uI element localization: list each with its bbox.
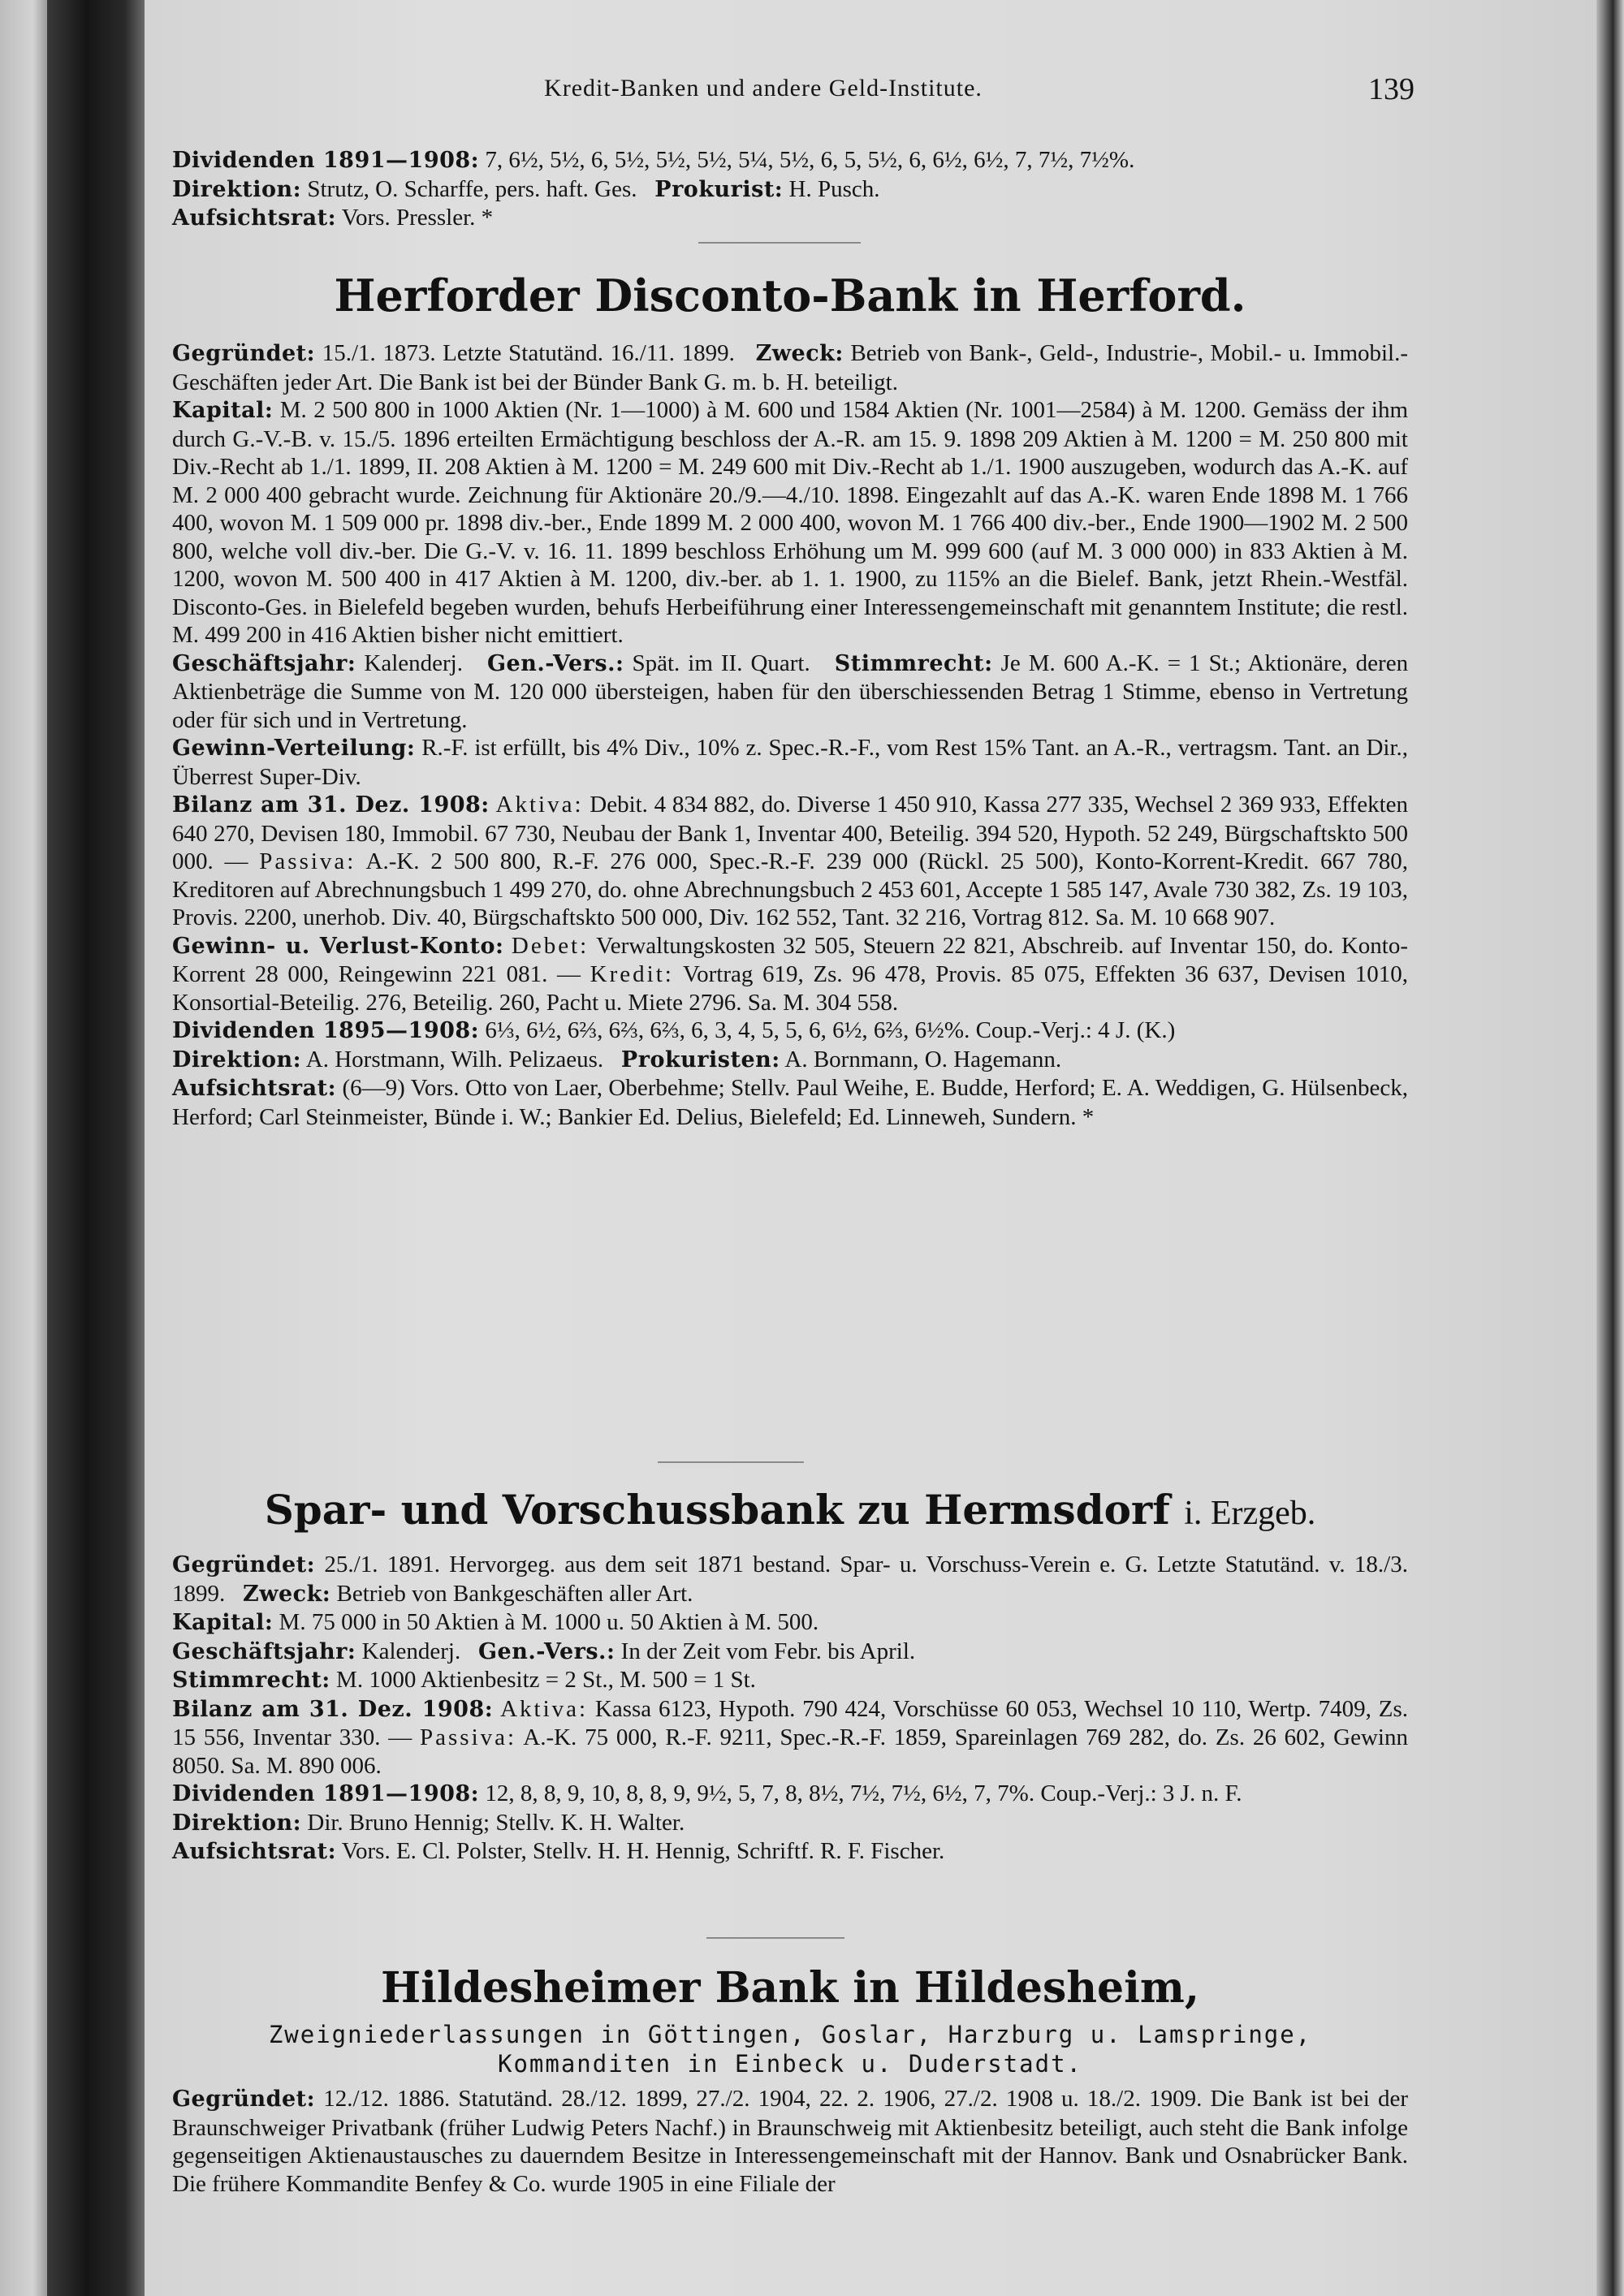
bank1-gewinn-verteilung [172,734,1408,791]
value: Dir. Bruno Hennig; Stellv. K. H. Walter. [307,1809,685,1836]
label: Prokuristen: [620,1047,780,1072]
label: Kapital: [172,398,274,423]
running-head: Kredit-Banken und andere Geld-Institute. [544,75,983,101]
value: 25./1. 1891. Hervorgeg. aus dem seit 1871 bestand. Spar- u. Vorschuss-Verein e. G. Letzte Statutänd. v. 18./3. 1899. [172,1552,1408,1607]
label: Zweck: [243,1581,331,1607]
bank2-stimmrecht [172,1666,1408,1695]
value: 7, 6½, 5½, 6, 5½, 5½, 5½, 5¼, 5½, 6, 5, 5½, 6, 6½, 6½, 7, 7½, 7½%. [485,147,1135,173]
label: Direktion: [172,176,302,202]
value: Debit. 4 834 882, do. Diverse 1 450 910, Kassa 277 335, Wechsel 2 369 933, Effekten 640 270, Devisen 180, Immobil. 67 730, Neubau der Bank 1, Inventar 400, Beteilig. 394 520, Hypoth. 52 249, Bürgschaftskto 500 000. — [172,792,1409,874]
label: Gegründet: [172,341,316,366]
bank1-gegruendet [172,339,1408,396]
value: Verwaltungskosten 32 505, Steuern 22 821, Abschreib. auf Inventar 150, do. Konto-Korrent 28 000, Reingewinn 221 081. — [172,932,1408,987]
label: Gewinn- u. Verlust-Konto: [172,933,504,959]
value: (6—9) Vors. Otto von Laer, Oberbehme; Stellv. Paul Weihe, E. Budde, Herford; E. A. Weddigen, G. Hülsenbeck, Herford; Carl Steinmeister, Bünde i. W.; Bankier Ed. Delius, Bielefeld; Ed. Linneweh, Sundern. * [172,1075,1409,1130]
bank1-kapital [172,396,1408,650]
label: Stimmrecht: [834,650,993,676]
label: Stimmrecht: [172,1668,330,1693]
label: Passiva: [420,1724,517,1750]
divider [698,242,861,244]
value: Kalenderj. [364,650,463,676]
bank1-geschaeftsjahr [172,650,1408,735]
label: Gen.-Vers.: [487,650,624,676]
label: Kapital: [172,1610,274,1635]
value: A.-K. 2 500 800, R.-F. 276 000, Spec.-R.-F. 239 000 (Rückl. 25 500), Konto-Korrent-Kredit. 667 780, Kreditoren auf Abrechnungsbuch 1 499 270, do. ohne Abrechnungsbuch 2 453 601, Accepte 1 585 147, Avale 730 382, Zs. 19 103, Provis. 2200, unerhob. Div. 40, Bürgschaftskto 500 000, Div. 162 552, Tant. 32 216, Vortrag 812. Sa. M. 10 668 907. [172,848,1409,930]
book-spine-shadow [47,0,145,2296]
bank2-title [172,1486,1408,1534]
top-block [172,146,1408,233]
value: M. 1000 Aktienbesitz = 2 St., M. 500 = 1 St. [336,1667,756,1693]
label: Direktion: [172,1810,302,1836]
bank1-aufsichtsrat [172,1074,1408,1131]
bank2-body [172,1551,1408,1867]
label: Prokurist: [654,176,784,202]
value: R.-F. ist erfüllt, bis 4% Div., 10% z. Spec.-R.-F., vom Rest 15% Tant. an A.-R., vertragsm. Tant. an Dir., Überrest Super-Div. [172,735,1409,790]
bank3-title: Hildesheimer Bank in Hildesheim, [381,1963,1199,2013]
label: Kredit: [590,961,674,987]
bank2-direktion [172,1809,1408,1838]
bank2-bilanz [172,1695,1408,1780]
adjacent-page-edge [0,0,47,2296]
label: Dividenden 1891—1908: [172,1781,480,1806]
value: M. 75 000 in 50 Aktien à M. 1000 u. 50 Aktien à M. 500. [279,1609,819,1635]
bank1-title: Herforder Disconto-Bank in Herford. [334,270,1246,322]
bank2-aufsichtsrat [172,1837,1408,1867]
value: Spät. im II. Quart. [632,650,810,676]
value: Kassa 6123, Hypoth. 790 424, Vorschüsse 60 053, Wechsel 10 110, Wertp. 7409, Zs. 15 556, Inventar 330. — [172,1695,1409,1750]
label: Dividenden 1891—1908: [172,148,480,173]
value: A. Horstmann, Wilh. Pelizaeus. [305,1046,604,1072]
value: A.-K. 75 000, R.-F. 9211, Spec.-R.-F. 1859, Spareinlagen 769 282, do. Zs. 26 602, Gewinn 8050. Sa. M. 890 006. [172,1724,1408,1779]
bank2-title-main: Spar- und Vorschussbank zu Hermsdorf [264,1486,1170,1534]
bank1-guv [172,932,1408,1017]
value: M. 2 500 800 in 1000 Aktien (Nr. 1—1000) à M. 600 und 1584 Aktien (Nr. 1001—2584) à M. 1200. Gemäss der ihm durch G.-V.-B. v. 15./5. 1896 erteilten Ermächtigung beschloss der A.-R. am 15. 9. 1898 209 Aktien à M. 1200 = M. 250 800 mit Div.-Recht ab 1./1. 1899, II. 208 Aktien à M. 1200 = M. 249 600 mit Div.-Recht ab 1./1. 1900 auszugeben, wodurch das A.-K. auf M. 2 000 400 gebracht wurde. Zeichnung für Aktionäre 20./9.—4./10. 1898. Eingezahlt auf das A.-K. waren Ende 1898 M. 1 766 400, wovon M. 1 509 000 pr. 1898 div.-ber., Ende 1899 M. 2 000 400, wovon M. 1 766 400 div.-ber., Ende 1900—1902 M. 2 500 800, welche voll div.-ber. Die G.-V. v. 16. 11. 1899 beschloss Erhöhung um M. 999 600 (auf M. 3 000 000) in 833 Aktien à M. 1200, wovon M. 500 400 in 417 Aktien à M. 1200, div.-ber. ab 1. 1. 1900, zu 115% an die Bielef. Bank, jetzt Rhein.-Westfäl. Disconto-Ges. in Bielefeld begeben wurden, behufs Herbeiführung einer Interessengemeinschaft mit genanntem Institute; die restl. M. 499 200 in 416 Aktien bisher nicht emittiert. [172,397,1409,648]
value: Kalenderj. [361,1638,461,1664]
label: Dividenden 1895—1908: [172,1018,480,1043]
divider [658,1461,804,1463]
bank2-gegruendet [172,1551,1408,1608]
value: Vors. Pressler. * [341,205,494,231]
label: Aufsichtsrat: [172,1076,337,1101]
bank2-kapital [172,1608,1408,1638]
value: Betrieb von Bankgeschäften aller Art. [336,1580,693,1607]
top-aufsichtsrat [172,204,1408,233]
bank1-direktion [172,1046,1408,1075]
bank3-gegruendet [172,2085,1408,2198]
bank2-geschaeftsjahr [172,1638,1408,1667]
bank2-title-suffix: i. Erzgeb. [1184,1495,1316,1532]
label: Gegründet: [172,2087,316,2112]
bank3-subtitle-1: Zweigniederlassungen in Göttingen, Goslar, Harzburg u. Lamspringe, [268,2021,1312,2048]
value: 12./12. 1886. Statutänd. 28./12. 1899, 27./2. 1904, 22. 2. 1906, 27./2. 1908 u. 18./2. 1909. Die Bank ist bei der Braunschweiger Privatbank (früher Ludwig Peters Nachf.) in Braunschweig mit Aktienbesitz beteiligt, auch steht die Bank infolge gegenseitigen Aktienaustausches zu dauerndem Besitze in Interessengemeinschaft mit der Hannov. Bank und Osnabrücker Bank. Die frühere Kommandite Benfey & Co. wurde 1905 in eine Filiale der [172,2086,1409,2197]
value: Strutz, O. Scharffe, pers. haft. Ges. [307,175,637,202]
label: Direktion: [172,1047,302,1072]
value: Je M. 600 A.-K. = 1 St.; Aktionäre, deren Aktienbeträge die Summe von M. 120 000 übersteigen, haben für den überschiessenden Betrag 1 Stimme, ebenso in Vertretung oder für sich und in Vertretung. [172,650,1409,733]
label: Gewinn-Verteilung: [172,736,416,761]
value: 12, 8, 8, 9, 10, 8, 8, 9, 9½, 5, 7, 8, 8½, 7½, 7½, 6½, 7, 7%. Coup.-Verj.: 3 J. n. F. [485,1780,1242,1806]
top-dividends [172,146,1408,175]
label: Bilanz am 31. Dez. 1908: [172,792,490,818]
label: Passiva: [259,848,356,874]
label: Aufsichtsrat: [172,1839,337,1864]
divider [706,1937,844,1939]
label: Zweck: [755,341,844,366]
value: Betrieb von Bank-, Geld-, Industrie-, Mobil.- u. Immobil.-Geschäften jeder Art. Die Bank ist bei der Bünder Bank G. m. b. H. beteiligt. [172,340,1409,395]
bank3-subtitle-2: Kommanditen in Einbeck u. Duderstadt. [497,2050,1082,2078]
top-direktion [172,175,1408,205]
label: Aufsichtsrat: [172,205,337,231]
label: Aktiva: [500,1695,589,1722]
value: H. Pusch. [788,175,880,202]
value: Vors. E. Cl. Polster, Stellv. H. H. Hennig, Schriftf. R. F. Fischer. [341,1838,945,1864]
bank3-body [172,2085,1408,2198]
value: 15./1. 1873. Letzte Statutänd. 16./11. 1899. [322,340,735,366]
page-right-edge [1596,0,1624,2296]
bank1-body [172,339,1408,1131]
label: Gegründet: [172,1552,316,1577]
label: Geschäftsjahr: [172,1638,356,1664]
label: Geschäftsjahr: [172,650,356,676]
page-number: 139 [1368,72,1415,106]
label: Aktiva: [495,792,584,818]
value: A. Bornmann, O. Hagemann. [784,1046,1062,1072]
label: Gen.-Vers.: [477,1638,615,1664]
label: Debet: [511,932,590,959]
bank2-dividenden [172,1780,1408,1809]
bank1-bilanz [172,791,1408,932]
value: In der Zeit vom Febr. bis April. [620,1638,916,1664]
value: Vortrag 619, Zs. 96 478, Provis. 85 075, Effekten 36 637, Devisen 1010, Konsortial-Beteilig. 276, Beteilig. 260, Pacht u. Miete 2796. Sa. M. 304 558. [172,961,1408,1016]
bank1-dividenden [172,1016,1408,1046]
label: Bilanz am 31. Dez. 1908: [172,1696,494,1722]
value: 6⅓, 6½, 6⅔, 6⅔, 6⅔, 6, 3, 4, 5, 5, 6, 6½, 6⅔, 6½%. Coup.-Verj.: 4 J. (K.) [485,1017,1176,1043]
